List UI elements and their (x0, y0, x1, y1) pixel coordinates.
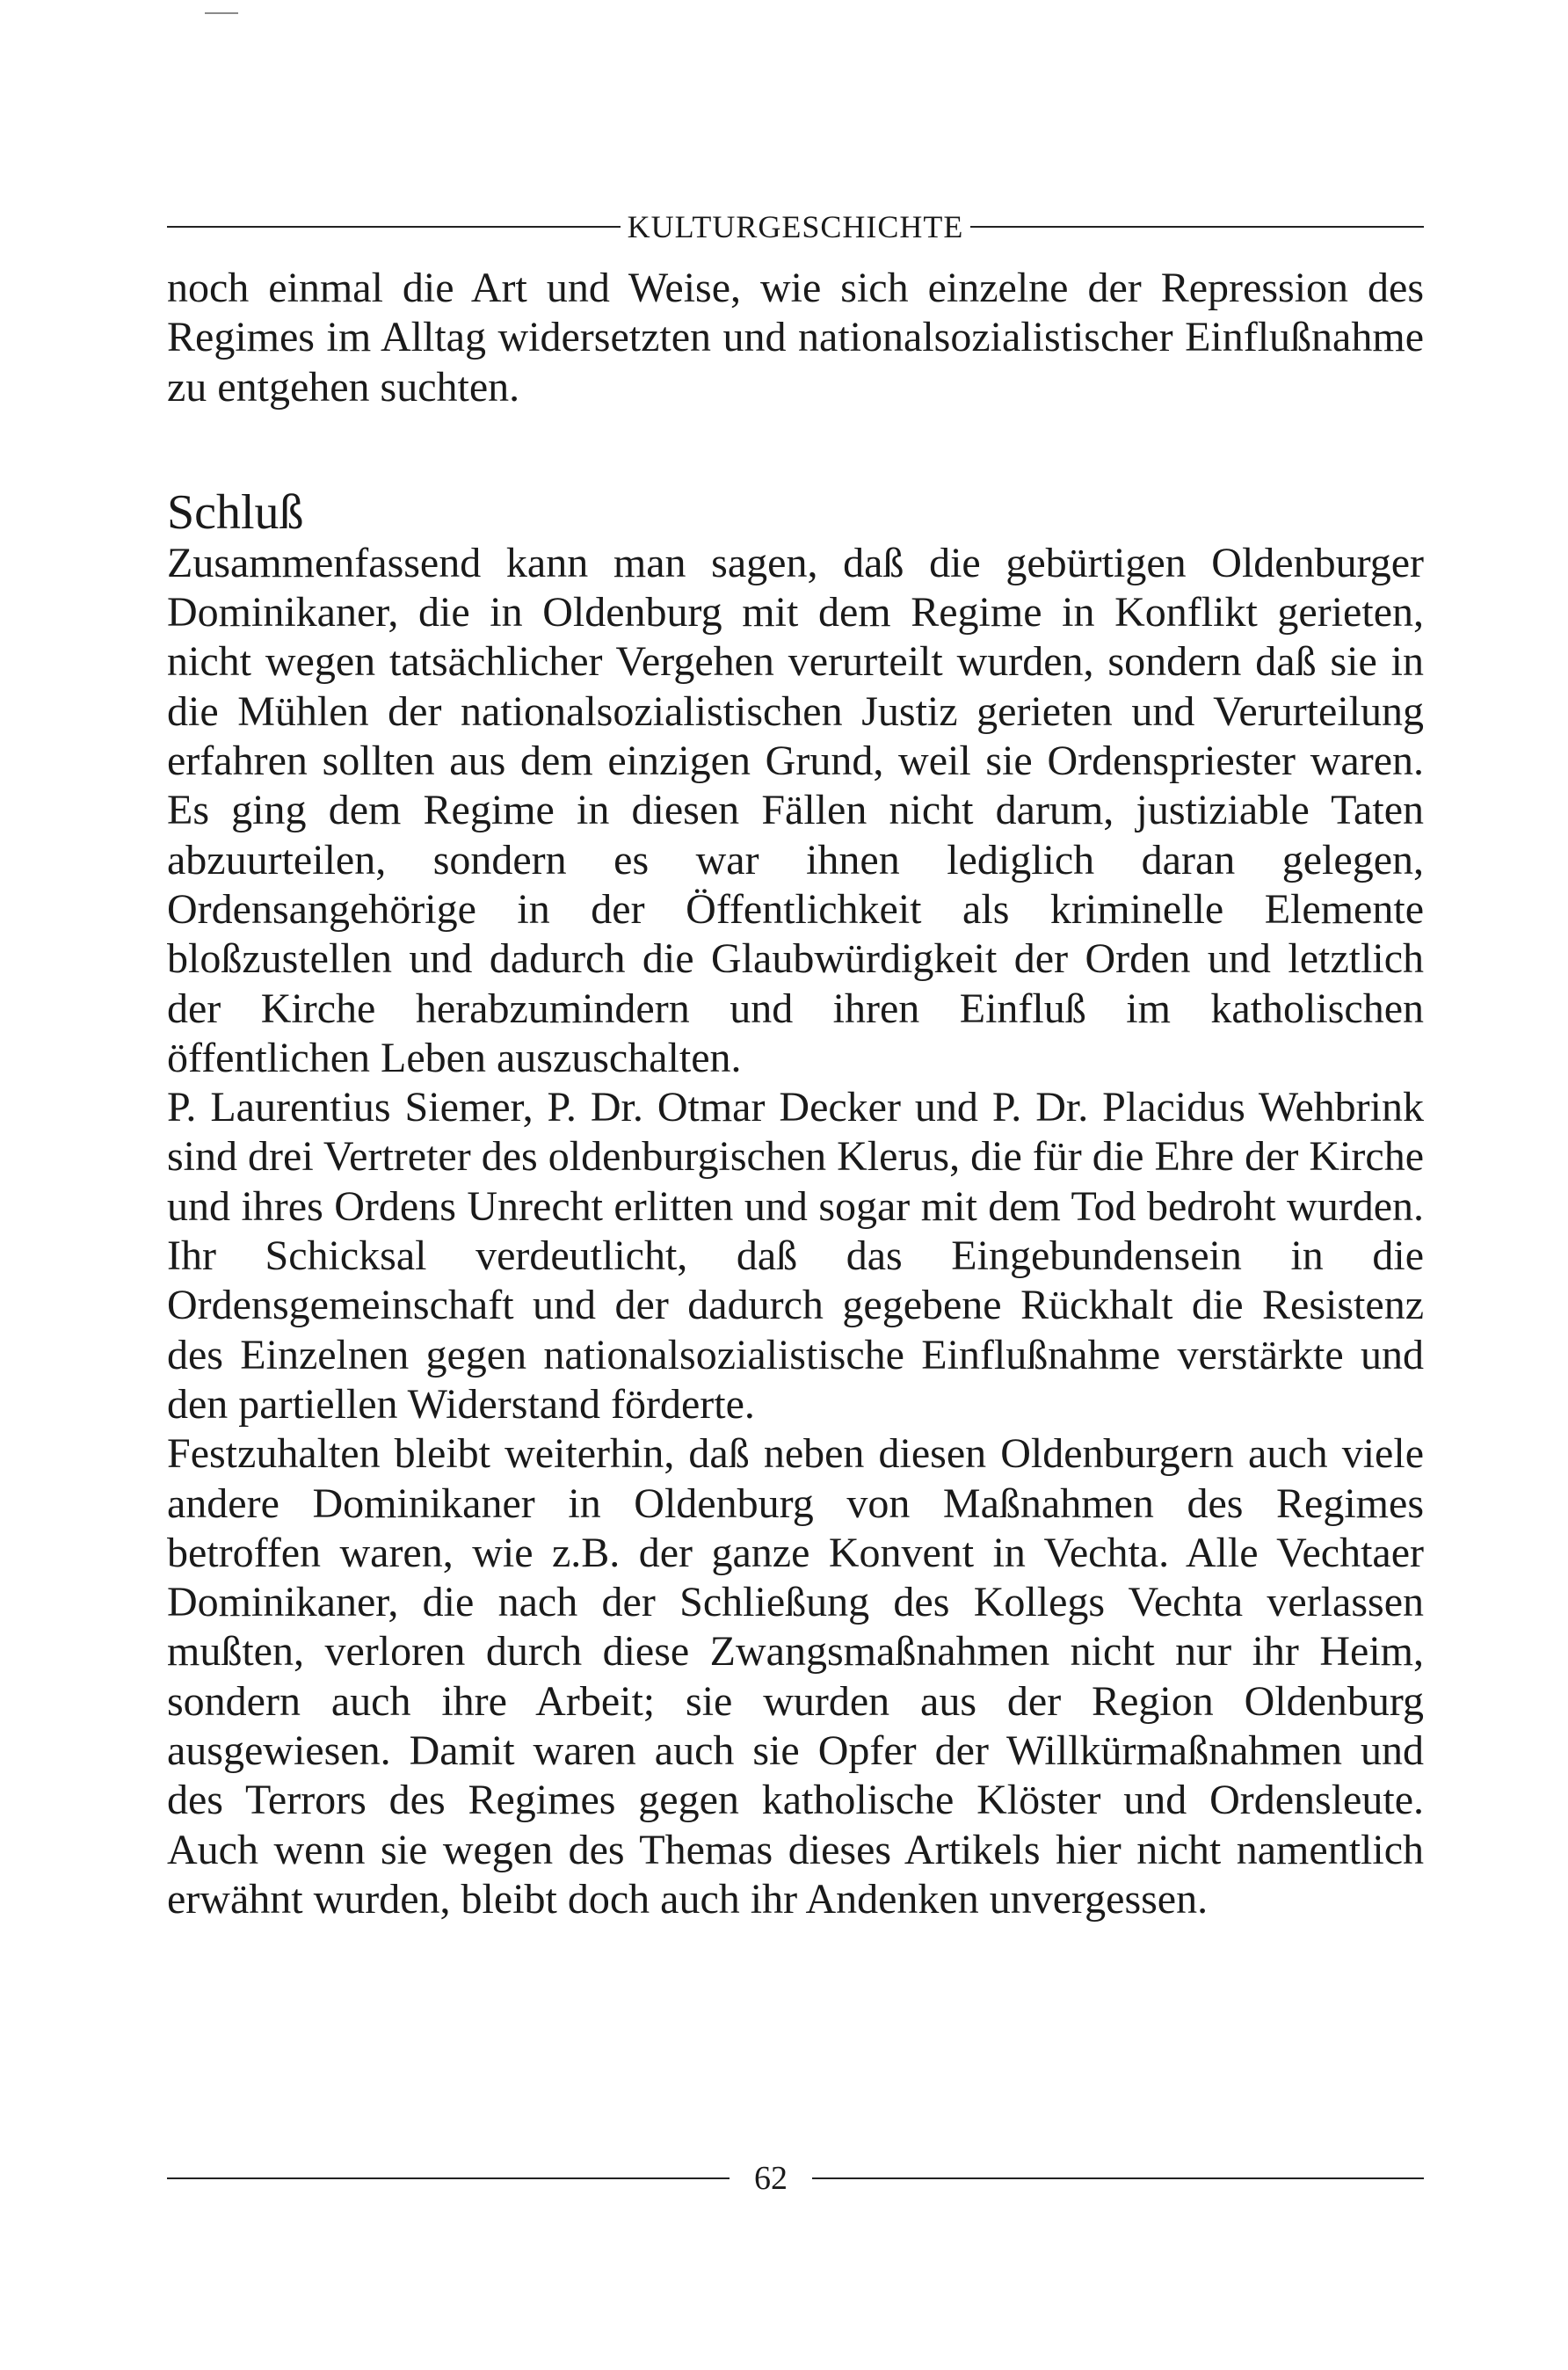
running-head-title: KULTURGESCHICHTE (627, 209, 964, 244)
page-body (167, 264, 1424, 1924)
running-head (167, 200, 1424, 253)
running-head-rule-left (167, 226, 621, 228)
section-heading: Schluß (167, 484, 304, 540)
page-footer (167, 2152, 1424, 2205)
page-number: 62 (754, 2160, 788, 2197)
footer-rule-left (167, 2177, 730, 2179)
body-paragraph-2: P. Laurentius Siemer, P. Dr. Otmar Decker und P. Dr. Placidus Wehbrink sind drei Vertreter des oldenburgischen Klerus, die für die Ehre der Kirche und ihres Ordens Unrecht erlitten und sogar mit dem Tod bedroht wurden. Ihr Schicksal verdeutlicht, daß das Eingebundensein in die Ordensgemeinschaft und der dadurch gegebene Rückhalt die Resistenz des Einzelnen gegen nationalsozialistische Einflußnahme verstärkte und den partiellen Widerstand förderte. (167, 1084, 1424, 1428)
scan-mark (205, 12, 238, 14)
body-paragraph-1: Zusammenfassend kann man sagen, daß die gebürtigen Oldenburger Dominikaner, die in Oldenburg mit dem Regime in Konflikt gerieten, nicht wegen tatsächlicher Vergehen verurteilt wurden, sondern daß sie in die Mühlen der nationalsozialistischen Justiz gerieten und Verurteilung erfahren sollten aus dem einzigen Grund, weil sie Ordenspriester waren. Es ging dem Regime in diesen Fällen nicht darum, justiziable Taten abzuurteilen, sondern es war ihnen lediglich daran gelegen, Ordensangehörige in der Öffentlichkeit als kriminelle Elemente bloßzustellen und dadurch die Glaubwürdigkeit der Orden und letztlich der Kirche herabzumindern und ihren Einfluß im katholischen öffentlichen Leben auszuschalten. (167, 539, 1424, 1081)
footer-rule-right (812, 2177, 1424, 2179)
body-paragraph-3: Festzuhalten bleibt weiterhin, daß neben diesen Oldenburgern auch viele andere Dominikaner in Oldenburg von Maßnahmen des Regimes betroffen waren, wie z.B. der ganze Konvent in Vechta. Alle Vechtaer Dominikaner, die nach der Schließung des Kollegs Vechta verlassen mußten, verloren durch diese Zwangsmaßnahmen nicht nur ihr Heim, sondern auch ihre Arbeit; sie wurden aus der Region Oldenburg ausgewiesen. Damit waren auch sie Opfer der Willkürmaßnahmen und des Terrors des Regimes gegen katholische Klöster und Ordensleute. Auch wenn sie wegen des Themas dieses Artikels hier nicht namentlich erwähnt wurden, bleibt doch auch ihr Andenken unvergessen. (167, 1430, 1424, 1923)
running-head-rule-right (970, 226, 1424, 228)
intro-paragraph: noch einmal die Art und Weise, wie sich einzelne der Repression des Regimes im Alltag widersetzten und nationalsozialistischer Einflußnahme zu entgehen suchten. (167, 265, 1424, 411)
